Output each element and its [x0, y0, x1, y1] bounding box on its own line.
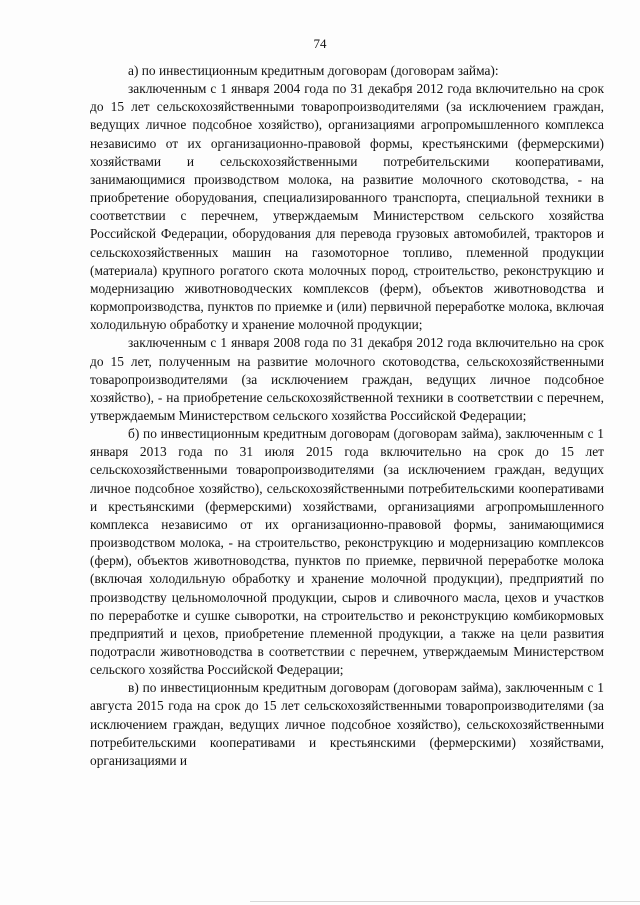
scan-edge-line — [250, 901, 640, 902]
paragraph-a-1: заключенным с 1 января 2004 года по 31 декабря 2012 года включительно на срок до 15 лет сельскохозяйственными товаропроизводителями (за исключением граждан, ведущих личное подсобное хозяйство), организациями агропромышленного комплекса независимо от их организационно-правовой формы, крестьянскими (фермерскими) хозяйствами и сельскохозяйственными потребительскими кооперативами, занимающимися производством молока, на развитие молочного скотоводства, - на приобретение оборудования, специализированного транспорта, специальной техники в соответствии с перечнем, утверждаемым Министерством сельского хозяйства Российской Федерации, оборудования для перевода грузовых автомобилей, тракторов и сельскохозяйственных машин на газомоторное топливо, племенной продукции (материала) крупного рогатого скота молочных пород, строительство, реконструкцию и модернизацию животноводческих комплексов (ферм), объектов животноводства и кормопроизводства, пунктов по приемке и (или) первичной переработке молока, включая холодильную обработку и хранение молочной продукции; — [90, 81, 604, 333]
paragraph-a-heading: а) по инвестиционным кредитным договорам (договорам займа): — [128, 63, 499, 78]
body-text — [90, 62, 604, 770]
paragraph-v: в) по инвестиционным кредитным договорам (договорам займа), заключенным с 1 августа 2015 года на срок до 15 лет сельскохозяйственными товаропроизводителями (за исключением граждан, ведущих личное подсобное хозяйство), сельскохозяйственными потребительскими кооперативами и крестьянскими (фермерскими) хозяйствами, организациями и — [90, 680, 604, 768]
page-number: 74 — [313, 36, 327, 51]
paragraph-a-2: заключенным с 1 января 2008 года по 31 декабря 2012 года включительно на срок до 15 лет, полученным на развитие молочного скотоводства, сельскохозяйственными товаропроизводителями (за исключением граждан, ведущих личное подсобное хозяйство), - на приобретение сельскохозяйственной техники в соответствии с перечнем, утверждаемым Министерством сельского хозяйства Российской Федерации; — [90, 335, 604, 423]
paragraph-b: б) по инвестиционным кредитным договорам (договорам займа), заключенным с 1 января 2013 года по 31 июля 2015 года включительно на срок до 15 лет сельскохозяйственными товаропроизводителями (за исключением граждан, ведущих личное подсобное хозяйство), сельскохозяйственными потребительскими кооперативами и крестьянскими (фермерскими) хозяйствами, организациями агропромышленного комплекса независимо от их организационно-правовой формы, занимающимися производством молока, - на строительство, реконструкцию и модернизацию комплексов (ферм), объектов животноводства, пунктов по приемке, первичной переработке молока (включая холодильную обработку и хранение молочной продукции), предприятий по производству цельномолочной продукции, сыров и сливочного масла, цехов и участков по переработке и сушке сыворотки, на строительство и реконструкцию комбикормовых предприятий и цехов, приобретение племенной продукции, а также на цели развития подотрасли животноводства в соответствии с перечнем, утверждаемым Министерством сельского хозяйства Российской Федерации; — [90, 426, 604, 678]
